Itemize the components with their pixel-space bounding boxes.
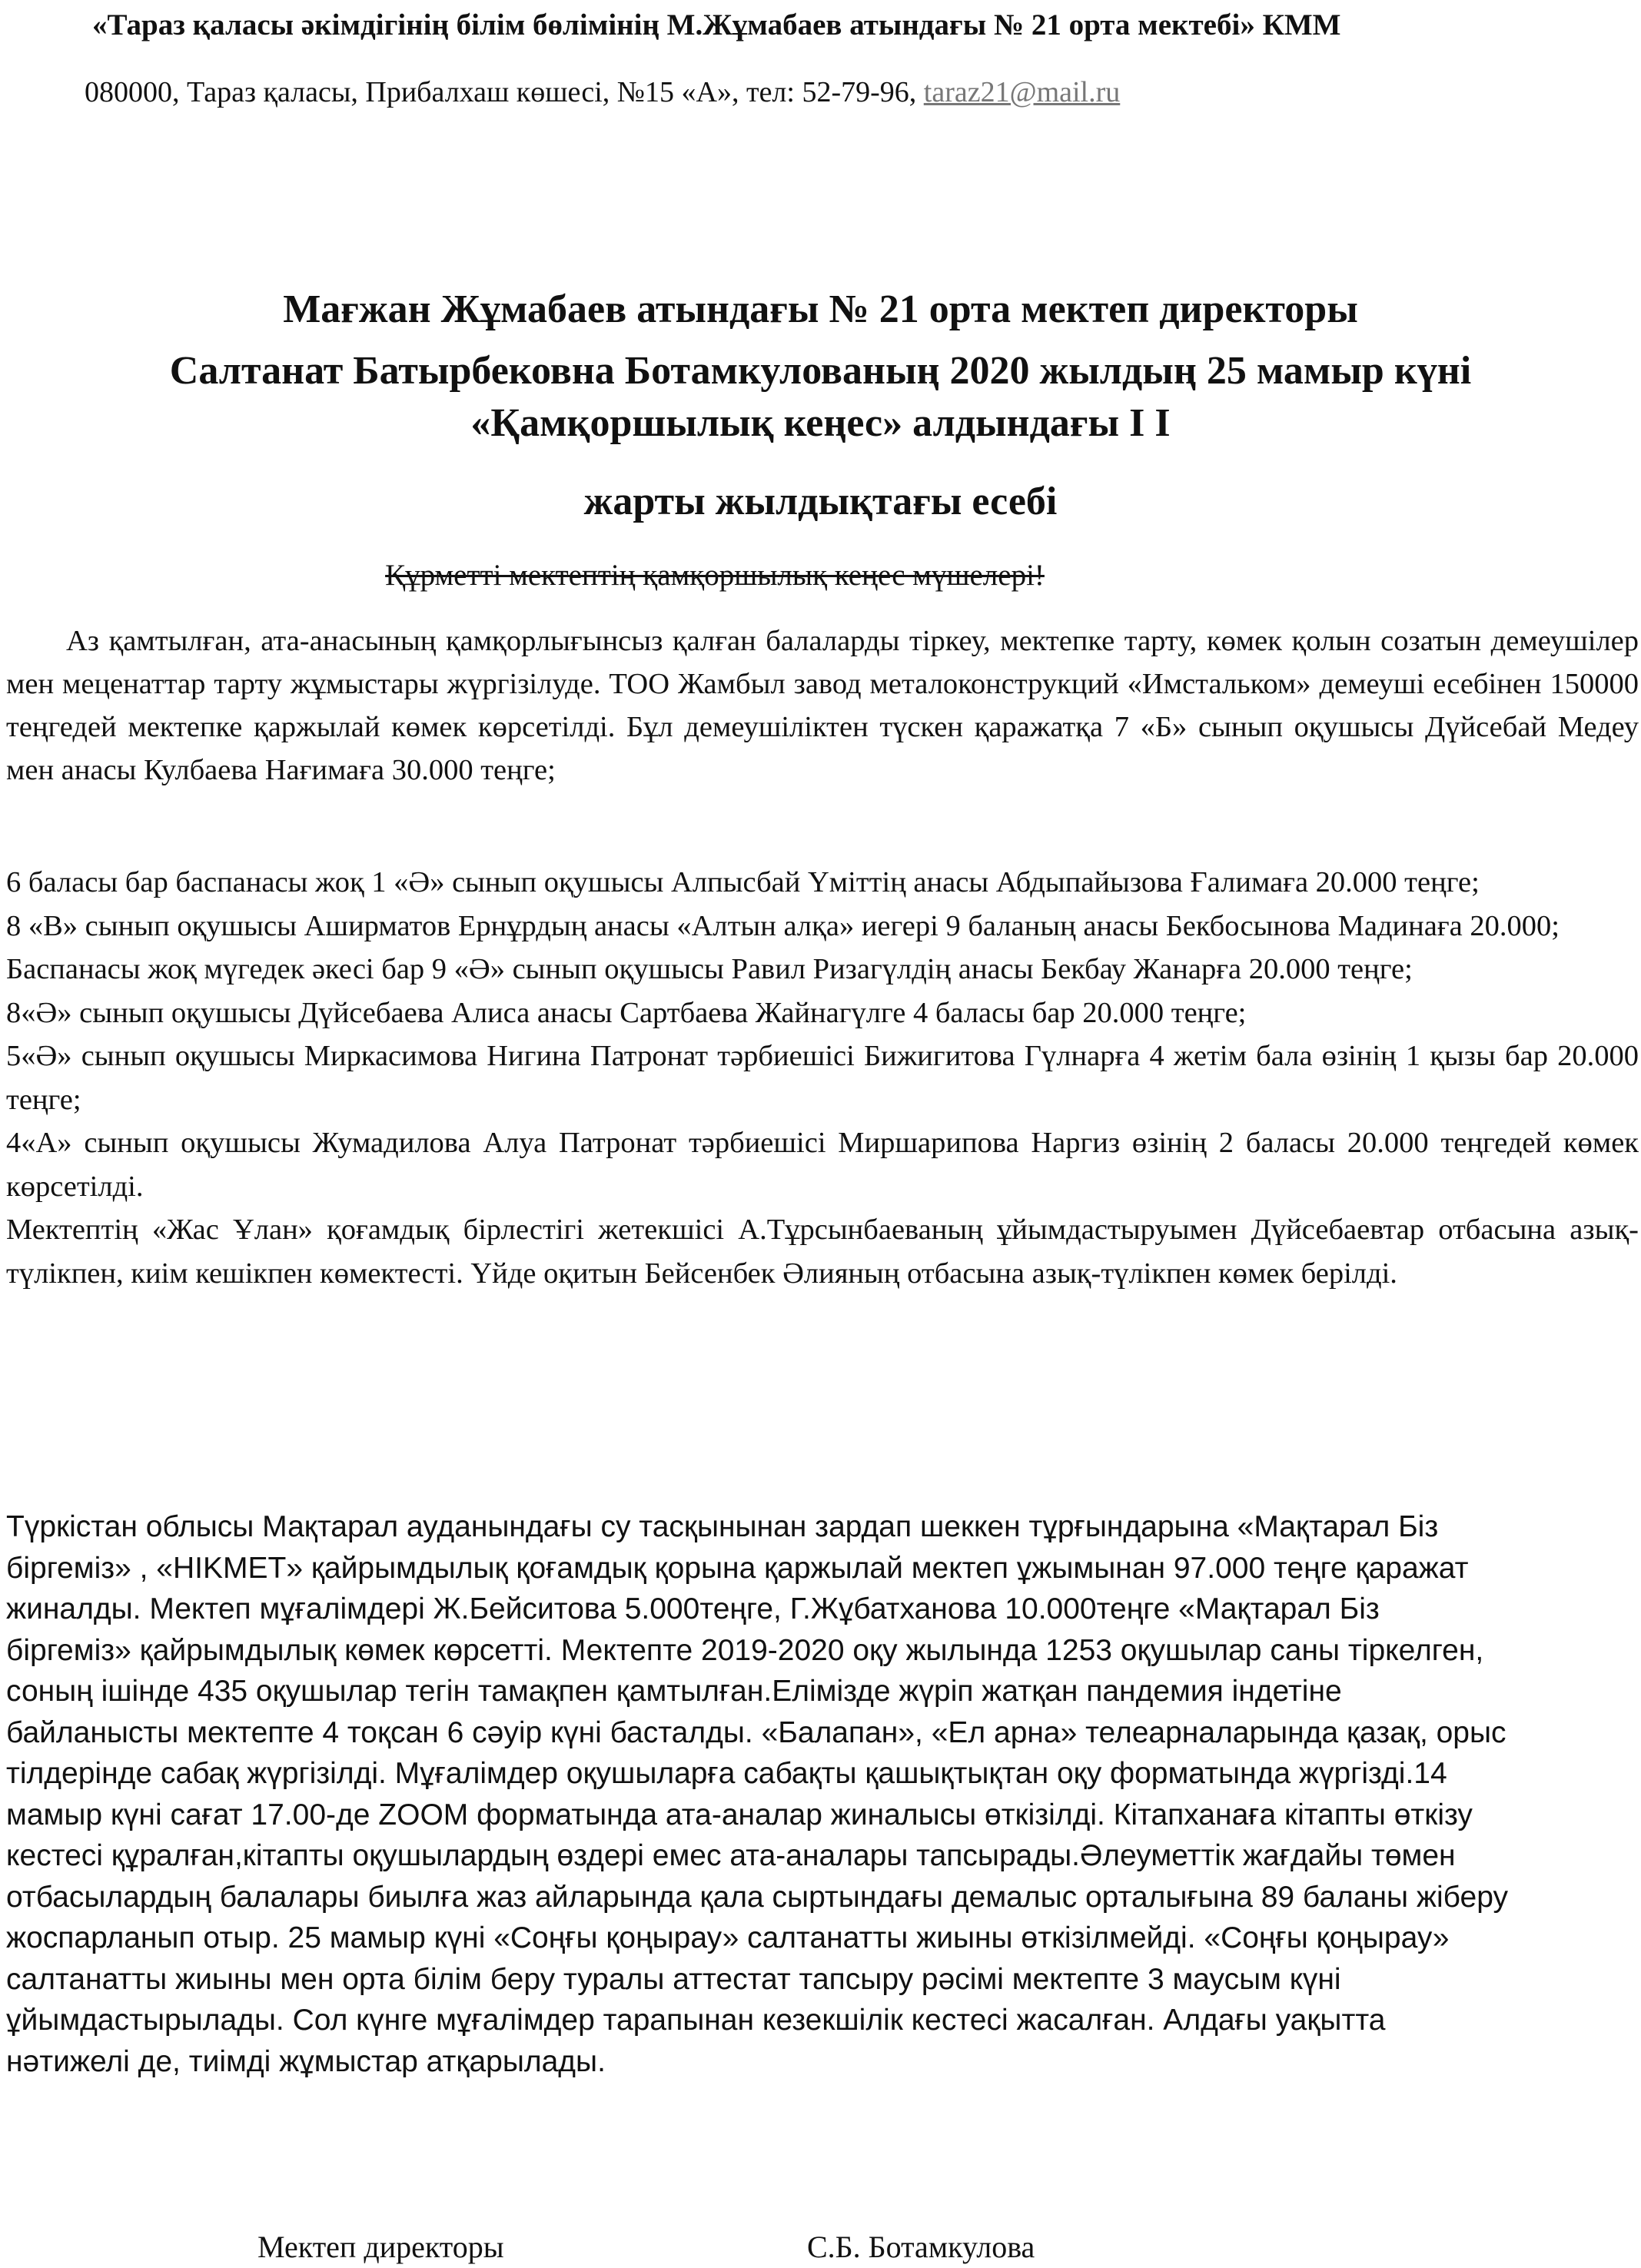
- aid-list-item: 8«Ә» сынып оқушысы Дүйсебаева Алиса анасы Сартбаева Жайнагүлге 4 баласы бар 20.000 теңге;: [6, 996, 1247, 1029]
- report-title-line-3: «Қамқоршылық кеңес» алдындағы І І: [470, 401, 1171, 445]
- closing-paragraph: [6, 1506, 1639, 2082]
- address-line: [85, 75, 1468, 109]
- closing-line: тілдерінде сабақ жүргізілді. Мұғалімдер оқушыларға сабақты қашықтықтан оқу форматында жүргізді.14: [6, 1757, 1447, 1790]
- closing-line: байланысты мектепте 4 тоқсан 6 сәуір күні басталды. «Балапан», «Ел арна» телеарналарында қазақ, орыс: [6, 1715, 1506, 1749]
- report-title-line-1: Мағжан Жұмабаев атындағы № 21 орта мектеп директоры: [283, 287, 1358, 331]
- address-text: 080000, Тараз қаласы, Прибалхаш көшесі, №15 «А», тел: 52-79-96,: [85, 76, 917, 108]
- closing-line: салтанатты жиыны мен орта білім беру туралы аттестат тапсыру рәсімі мектепте 3 маусым күні: [6, 1962, 1341, 1996]
- report-title-line-2: Салтанат Батырбековна Ботамкулованың 2020 жылдың 25 мамыр күні: [169, 349, 1472, 393]
- report-title-line-4: жарты жылдықтағы есебі: [583, 480, 1058, 523]
- aid-list-item: 4«А» сынып оқушысы Жумадилова Алуа Патронат тәрбиешісі Миршарипова Наргиз өзінің 2 баласы 20.000 теңгедей көмек көрсетілді.: [6, 1127, 1639, 1203]
- intro-text: Аз қамтылған, ата-анасының қамқорлығынсыз қалған балаларды тіркеу, мектепке тарту, көмек қолын созатын демеушілер мен меценаттар тарту жұмыстары жүргізілуде. ТОО Жамбыл завод металоконструкций «Имстальком» демеуші есебінен 150000 теңгедей мектепке қаржылай көмек көрсетілді. Бұл демеушіліктен түскен қаражатқа 7 «Б» сынып оқушысы Дүйсебай Медеу мен анасы Кулбаева Нағимаға 30.000 теңге;: [6, 625, 1639, 786]
- aid-list-item: 5«Ә» сынып оқушысы Миркасимова Нигина Патронат тәрбиешісі Бижигитова Гүлнарға 4 жетім бала өзінің 1 қызы бар 20.000 теңге;: [6, 1040, 1639, 1116]
- closing-line: біргеміз» қайрымдылық көмек көрсетті. Мектепте 2019-2020 оқу жылында 1253 оқушылар саны тіркелген,: [6, 1633, 1484, 1667]
- closing-line: Түркістан облысы Мақтарал ауданындағы су тасқынынан зардап шеккен тұрғындарына «Мақтарал Біз: [6, 1510, 1439, 1543]
- greeting: Құрметті мектептің қамқоршылық кеңес мүшелері!: [385, 559, 1045, 592]
- closing-line: нәтижелі де, тиімді жұмыстар атқарылады.: [6, 2044, 606, 2078]
- aid-list-item: Мектептің «Жас Ұлан» қоғамдық бірлестігі жетекшісі А.Тұрсынбаеваның ұйымдастыруымен Дүйсебаевтар отбасына азық-түлікпен, киім кешікпен көмектесті. Үйде оқитын Бейсенбек Әлияның отбасына азық-түлікпен көмек берілді.: [6, 1214, 1639, 1290]
- closing-line: кестесі құралған,кітапты оқушылардың өздері емес ата-аналары тапсырады.Әлеуметтік жағдайы төмен: [6, 1839, 1456, 1872]
- closing-line: жоспарланып отыр. 25 мамыр күні «Соңғы қоңырау» салтанатты жиыны өткізілмейді. «Соңғы қоңырау»: [6, 1921, 1450, 1954]
- aid-list-item: Баспанасы жоқ мүгедек әкесі бар 9 «Ә» сынып оқушысы Равил Ризагүлдің анасы Бекбау Жанарға 20.000 теңге;: [6, 953, 1413, 985]
- aid-list-item: 8 «В» сынып оқушысы Аширматов Ернұрдың анасы «Алтын алқа» иегері 9 баланың анасы Бекбосынова Мадинаға 20.000;: [6, 909, 1560, 942]
- closing-line: біргеміз» , «HIKMET» қайрымдылық қоғамдық қорына қаржылай мектеп ұжымынан 97.000 теңге қаражат: [6, 1551, 1469, 1585]
- signature-name: С.Б. Ботамкулова: [807, 2230, 1035, 2264]
- signature-title: Мектеп директоры: [257, 2230, 504, 2264]
- closing-line: соның ішінде 435 оқушылар тегін тамақпен қамтылған.Елімізде жүріп жатқан пандемия індетіне: [6, 1675, 1342, 1708]
- closing-line: ұйымдастырылады. Сол күнге мұғалімдер тарапынан кезекшілік кестесі жасалған. Алдағы уақытта: [6, 2004, 1386, 2037]
- closing-line: отбасылардың балалары биылға жаз айларында қала сыртындағы демалыс орталығына 89 баланы жіберу: [6, 1880, 1508, 1914]
- aid-list: [6, 861, 1639, 1295]
- closing-line: жиналды. Мектеп мұғалімдері Ж.Бейситова 5.000теңге, Г.Жұбатханова 10.000теңге «Мақтарал Біз: [6, 1592, 1380, 1625]
- email-link[interactable]: taraz21@mail.ru: [923, 76, 1121, 108]
- aid-list-item: 6 баласы бар баспанасы жоқ 1 «Ә» сынып оқушысы Алпысбай Үміттің анасы Абдыпайызова Ғалимаға 20.000 теңге;: [6, 866, 1480, 898]
- organization-header: «Тараз қаласы әкімдігінің білім бөлімінің М.Жұмабаев атындағы № 21 орта мектебі» КММ: [92, 8, 1341, 42]
- closing-line: мамыр күні сағат 17.00-де ZOOM форматында ата-аналар жиналысы өткізілді. Кітапханаға кітапты өткізу: [6, 1798, 1473, 1831]
- intro-paragraph: [6, 619, 1639, 792]
